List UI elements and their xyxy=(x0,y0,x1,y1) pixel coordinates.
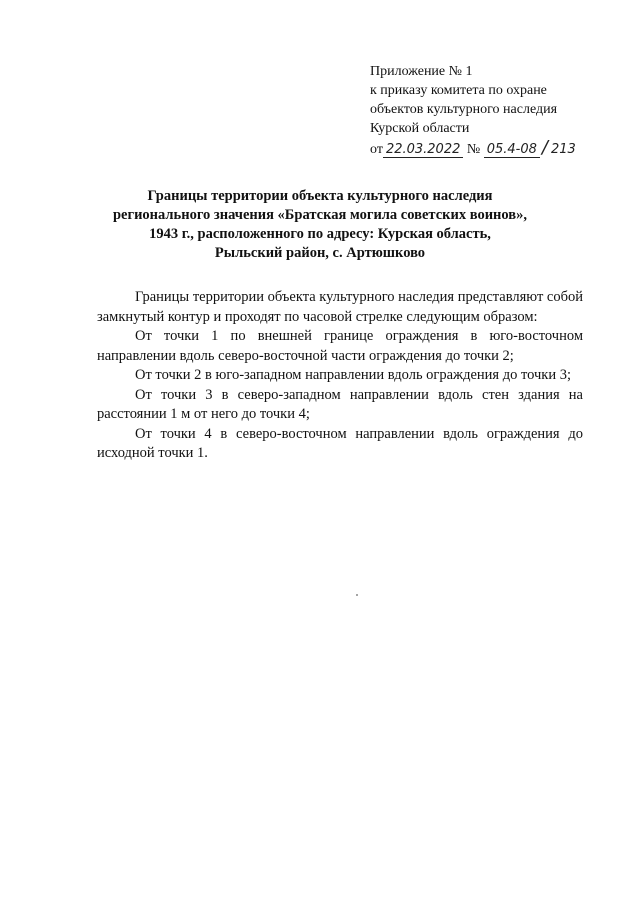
appendix-order-ref: к приказу комитета по охране xyxy=(370,83,547,98)
slash-mark: / xyxy=(541,137,548,158)
handwritten-date: 22.03.2022 xyxy=(383,143,463,158)
handwritten-order-suffix: 213 xyxy=(551,142,576,157)
appendix-date-number xyxy=(370,138,620,159)
body-intro: Границы территории объекта культурного наследия представляют собой замкнутый контур и проходят по часовой стрелке следующим образом: xyxy=(97,289,583,325)
appendix-heading: Приложение № 1 xyxy=(370,64,473,79)
appendix-block xyxy=(370,62,620,159)
scan-speck xyxy=(356,594,358,596)
document-body xyxy=(97,288,583,464)
body-point-2: От точки 2 в юго-западном направлении вдоль ограждения до точки 3; xyxy=(135,367,571,383)
body-point-1: От точки 1 по внешней границе ограждения в юго-восточном направлении вдоль северо-восточной части ограждения до точки 2; xyxy=(97,328,583,364)
body-point-4: От точки 4 в северо-восточном направлении вдоль ограждения до исходной точки 1. xyxy=(97,425,583,461)
from-prefix: от xyxy=(370,142,383,157)
body-point-3: От точки 3 в северо-западном направлении вдоль стен здания на расстоянии 1 м от него до точки 4; xyxy=(97,386,583,422)
title-line-1: Границы территории объекта культурного наследия xyxy=(147,188,493,204)
title-line-3: 1943 г., расположенного по адресу: Курская область, xyxy=(149,226,491,242)
title-line-4: Рыльский район, с. Артюшково xyxy=(214,245,426,261)
document-title xyxy=(60,187,580,263)
handwritten-order-number: 05.4-08 xyxy=(484,143,540,158)
title-line-2: регионального значения «Братская могила советских воинов», xyxy=(112,207,527,223)
appendix-region: Курской области xyxy=(370,121,470,136)
number-sign: № xyxy=(466,142,481,157)
appendix-committee: объектов культурного наследия xyxy=(370,102,558,117)
